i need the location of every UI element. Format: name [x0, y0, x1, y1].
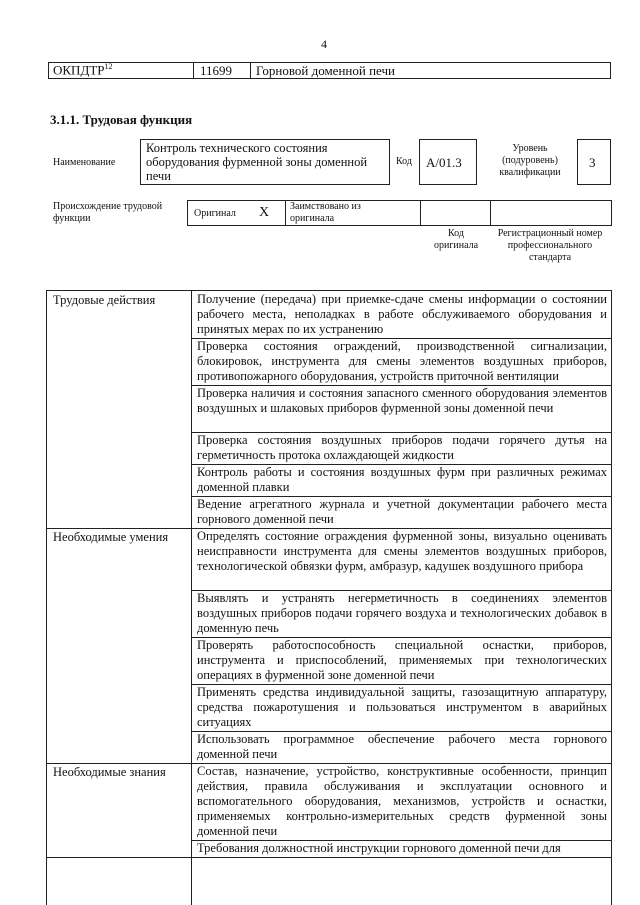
origin-label: Происхождение трудовой функции: [53, 201, 163, 224]
list-item: Проверка наличия и состояния запасного сменного оборудования элементов воздушных и шлаковых приборов фурменной зоны доменной печи: [197, 386, 607, 415]
function-name: Контроль технического состояния оборудования фурменной зоны доменной печи: [146, 141, 368, 183]
okpdtr-name: Горновой доменной печи: [256, 63, 395, 78]
section-divider: [47, 857, 612, 858]
list-item: Проверка состояния ограждений, производственной сигнализации, блокировок, инструмента для смены элементов воздушных приборов, противопожарного оборудования, устройств приточной вентиляции: [197, 339, 607, 383]
list-item: Выявлять и устранять негерметичность в соединениях элементов воздушных приборов подачи горячего воздуха и технологических добавок в доменную печь: [197, 591, 607, 635]
list-item: Применять средства индивидуальной защиты, газозащитную аппаратуру, средства пожаротушения и пользоваться инструментом в аварийных ситуациях: [197, 685, 607, 729]
code-original-caption: Код оригинала: [433, 228, 479, 251]
page-number: 4: [321, 37, 327, 51]
list-item: Состав, назначение, устройство, конструктивные особенности, принцип действия, правила обслуживания и эксплуатации основного и вспомогательного оборудования, механизмов, устройств и оснастки, применяемых контрольно-измерительных средств фурменной зоны доменной печи: [197, 764, 607, 838]
column-divider: [191, 291, 192, 905]
list-item: Ведение агрегатного журнала и учетной документации рабочего места горнового доменной печи: [197, 497, 607, 526]
name-label: Наименование: [53, 157, 116, 168]
list-item: Проверка состояния воздушных приборов подачи горячего дутья на герметичность протока охлаждающей жидкости: [197, 433, 607, 462]
code-value: A/01.3: [426, 155, 462, 170]
list-item: Требования должностной инструкции горнового доменной печи для: [197, 841, 561, 855]
list-item: Получение (передача) при приемке-сдаче смены информации о состоянии рабочего места, неполадках в работе обслуживаемого оборудования и принятых мерах по их устранению: [197, 292, 607, 336]
list-item: Контроль работы и состояния воздушных фурм при различных режимах доменной плавки: [197, 465, 607, 494]
okpdtr-footnote: 12: [104, 62, 113, 71]
original-label: Оригинал: [194, 208, 236, 219]
original-mark: X: [259, 205, 270, 220]
okpdtr-code: 11699: [200, 63, 233, 78]
okpdtr-label: ОКПДТР$^{12}$: [53, 62, 113, 78]
list-item: Использовать программное обеспечение рабочего места горнового доменной печи: [197, 732, 607, 761]
level-value: 3: [589, 155, 596, 170]
section-label: Необходимые знания: [53, 765, 166, 779]
section-label: Трудовые действия: [53, 293, 156, 307]
section-label: Необходимые умения: [53, 530, 169, 544]
code-label: Код: [396, 156, 412, 167]
list-item: Проверять работоспособность специальной оснастки, приборов, инструмента и приспособлений, применяемых при технологических операциях в фурменной зоне доменной печи: [197, 638, 607, 682]
level-label: Уровень (подуровень) квалификации: [499, 143, 561, 178]
borrowed-label: Заимствовано из оригинала: [290, 201, 361, 224]
list-item: Определять состояние ограждения фурменной зоны, визуально оценивать неисправности инструмента для смены элементов воздушных приборов, технологической обвязки фурм, амбразур, кадушек воздушного прибора: [197, 529, 607, 573]
section-title: 3.1.1. Трудовая функция: [50, 112, 193, 127]
reg-number-caption: Регистрационный номер профессионального стандарта: [497, 228, 603, 263]
requirements-table: [46, 290, 612, 905]
